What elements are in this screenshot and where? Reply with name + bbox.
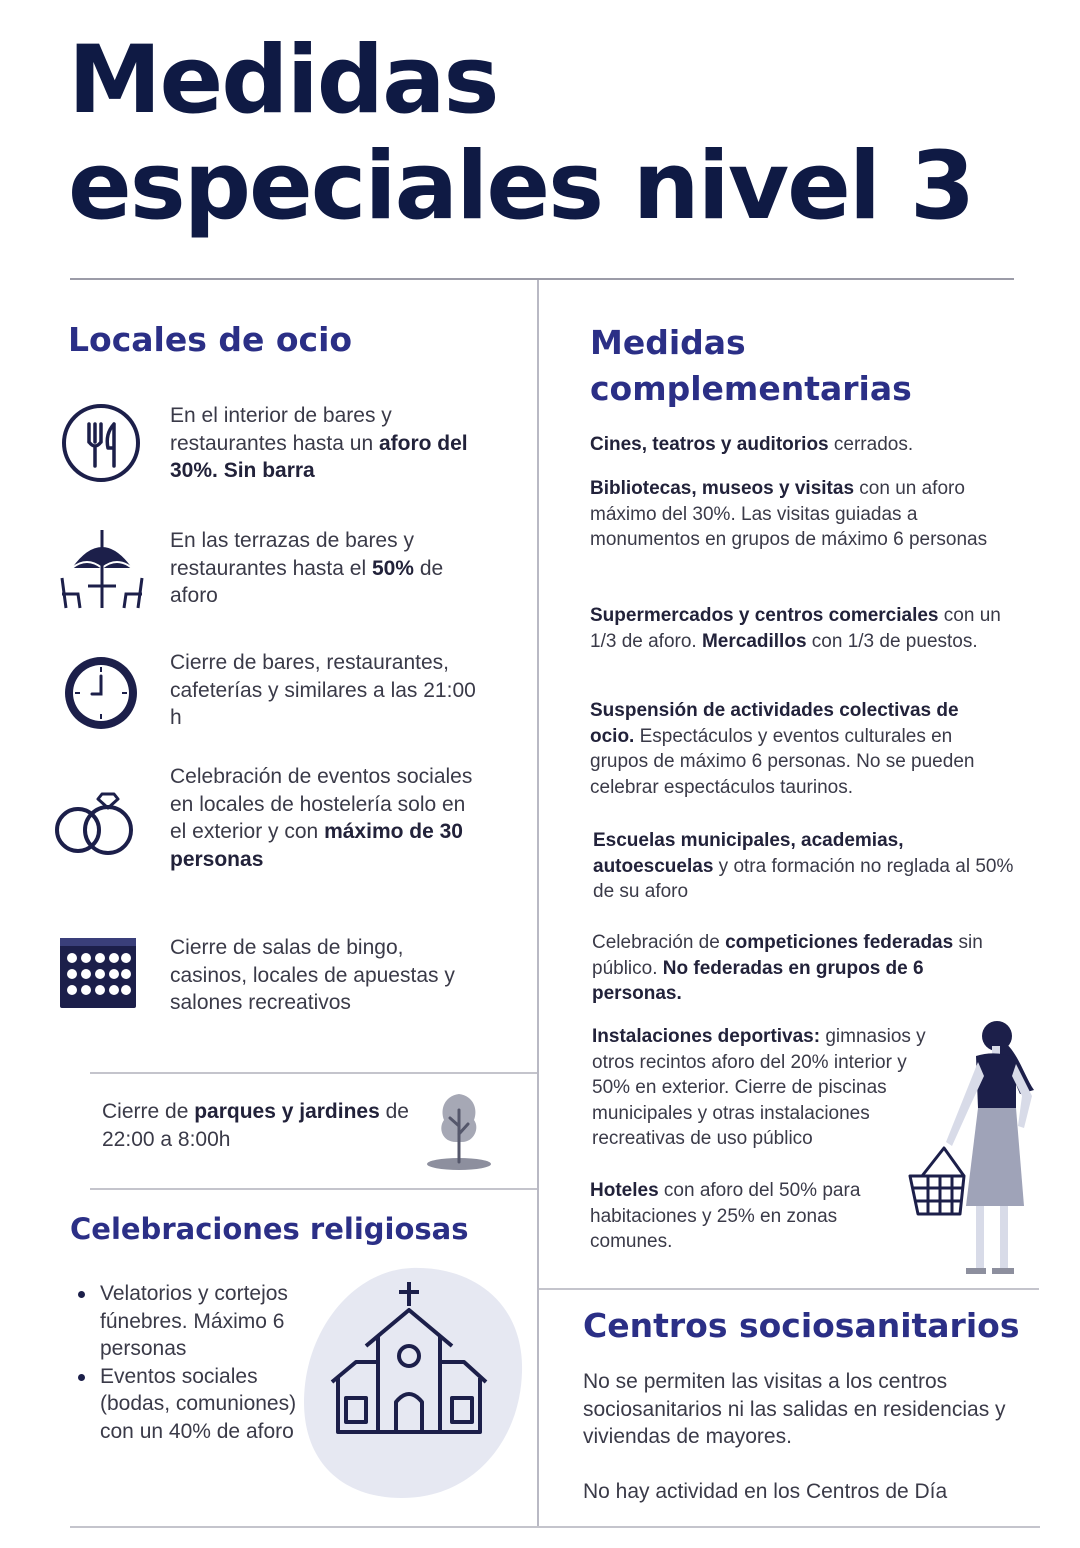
- complementarias-item-part: con un aforo máximo del 30%. Las visitas guiadas a monumentos en grupos de máximo 6 personas: [590, 478, 988, 550]
- locales-item-part: Cierre de bares, restaurantes, cafeterías y similares a las 21:00 h: [170, 651, 476, 729]
- complementarias-item-part: cerrados.: [828, 434, 914, 455]
- church-icon: [302, 1262, 524, 1502]
- complementarias-item-part: con aforo del 50% para habitaciones y 25% en zonas comunes.: [590, 1180, 861, 1252]
- tree-icon: [424, 1090, 494, 1170]
- complementarias-item-part: Cines, teatros y auditorios: [590, 434, 829, 455]
- complementarias-item-part: Escuelas municipales, academias, autoescuelas: [593, 830, 904, 877]
- locales-item-part: máximo de 30 personas: [170, 820, 463, 871]
- locales-item-3: [170, 649, 490, 732]
- parques-part: Cierre de: [102, 1100, 195, 1123]
- rings-icon: [52, 786, 140, 860]
- title-line-2: especiales nivel 3: [68, 132, 974, 241]
- complementarias-item-5: [593, 828, 1023, 905]
- complementarias-item-part: Supermercados y centros comerciales: [590, 605, 939, 626]
- locales-item-part: En el interior de bares y restaurantes hasta un: [170, 404, 392, 455]
- parques-part: parques y jardines: [194, 1100, 380, 1123]
- locales-item-5: [170, 934, 480, 1017]
- column-divider: [537, 280, 539, 1528]
- locales-item-part: de aforo: [170, 556, 444, 607]
- complementarias-item-1: [590, 432, 1010, 458]
- complementarias-item-4: [590, 698, 1000, 800]
- complementarias-item-3: [590, 603, 1010, 654]
- complementarias-item-part: Celebración de: [592, 932, 726, 953]
- restaurant-icon: [60, 402, 142, 484]
- complementarias-item-2: [590, 476, 1000, 553]
- top-divider: [70, 278, 1014, 280]
- complementarias-item-part: Suspensión de actividades colectivas de ocio.: [590, 700, 959, 747]
- socio-heading: Centros sociosanitarios: [583, 1306, 1020, 1345]
- bingo-icon: [58, 936, 138, 1010]
- locales-item-2: [170, 527, 480, 610]
- complementarias-item-7: [592, 1024, 942, 1152]
- parques-divider-bottom: [90, 1188, 537, 1190]
- locales-item-part: Celebración de eventos sociales en locales de hostelería solo en el exterior y con: [170, 765, 473, 843]
- complementarias-item-part: Hoteles: [590, 1180, 659, 1201]
- complementarias-item-part: Bibliotecas, museos y visitas: [590, 478, 855, 499]
- complementarias-item-part: Espectáculos y eventos culturales en grupos de máximo 6 personas. No se pueden celebrar espectáculos taurinos.: [590, 725, 975, 798]
- religiosas-list: [72, 1280, 315, 1445]
- parques-part: de 22:00 a 8:00h: [102, 1100, 409, 1151]
- complementarias-item-part: con 1/3 de puestos.: [806, 630, 978, 652]
- parques-divider-top: [90, 1072, 537, 1074]
- complementarias-item-part: No federadas en grupos de 6 personas.: [592, 957, 924, 1004]
- locales-item-part: En las terrazas de bares y restaurantes hasta el: [170, 529, 414, 580]
- bottom-divider: [70, 1526, 1040, 1528]
- complementarias-item-part: Instalaciones deportivas:: [592, 1026, 821, 1047]
- complementarias-item-part: gimnasios y otros recintos aforo del 20% interior y 50% en exterior. Cierre de piscinas municipales y otras instalaciones recreativas de uso público: [592, 1026, 926, 1149]
- woman-shopping-icon: [904, 1016, 1054, 1282]
- title-line-1: Medidas: [68, 26, 498, 135]
- locales-heading: Locales de ocio: [68, 320, 353, 359]
- complementarias-item-part: Mercadillos: [701, 630, 807, 652]
- socio-paragraph-2: No hay actividad en los Centros de Día: [583, 1480, 948, 1503]
- complementarias-item-part: con un 1/3 de aforo.: [590, 605, 1001, 652]
- parques-text: [102, 1098, 422, 1153]
- locales-item-4: [170, 763, 480, 873]
- locales-item-1: [170, 402, 480, 485]
- complementarias-item-6: [592, 930, 1002, 1007]
- religiosas-heading: Celebraciones religiosas: [70, 1212, 469, 1246]
- religiosas-bullet-2: Eventos sociales (bodas, comuniones) con un 40% de aforo: [100, 1363, 315, 1446]
- locales-item-part: Cierre de salas de bingo, casinos, locales de apuestas y salones recreativos: [170, 936, 455, 1014]
- umbrella-terrace-icon: [56, 528, 148, 612]
- religiosas-bullet-1: Velatorios y cortejos fúnebres. Máximo 6 personas: [100, 1280, 315, 1363]
- complementarias-item-8: [590, 1178, 890, 1255]
- page-title: [68, 28, 1028, 240]
- socio-paragraph-1: No se permiten las visitas a los centros sociosanitarios ni las salidas en residencias y viviendas de mayores.: [583, 1370, 1006, 1448]
- socio-divider: [539, 1288, 1039, 1290]
- clock-icon: [62, 654, 140, 732]
- complementarias-heading: Medidas complementarias: [590, 323, 912, 408]
- locales-item-part: aforo del 30%. Sin barra: [170, 431, 468, 482]
- complementarias-item-part: competiciones federadas: [725, 932, 954, 953]
- locales-item-part: 50%: [371, 556, 414, 580]
- complementarias-item-part: sin público.: [592, 932, 983, 979]
- complementarias-item-part: y otra formación no reglada al 50% de su aforo: [593, 855, 1014, 902]
